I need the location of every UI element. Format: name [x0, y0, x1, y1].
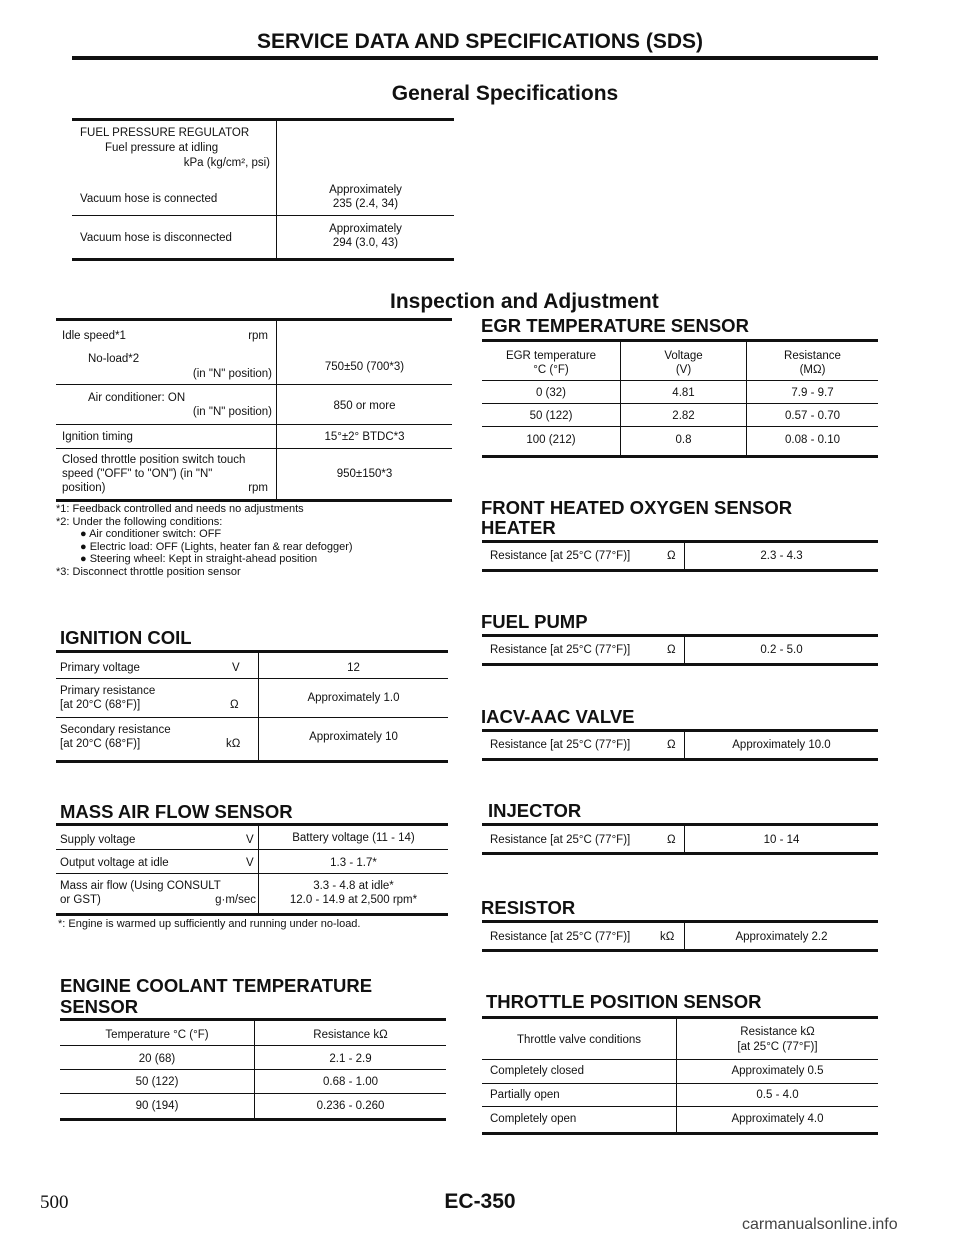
egr-header-resistance-unit: (MΩ) [799, 364, 826, 376]
ect-header-temp: Temperature °C (°F) [105, 1029, 209, 1041]
idle-speed-label: Idle speed*1 [62, 330, 126, 342]
ect-row-temp: 90 (194) [135, 1100, 179, 1112]
tps-row-resistance: Approximately 0.5 [731, 1065, 824, 1077]
fpr-row-label: Vacuum hose is disconnected [80, 232, 232, 244]
resistor-label: Resistance [at 25°C (77°F)] [490, 931, 631, 943]
ac-value: 850 or more [333, 400, 396, 412]
egr-row-temp: 50 (122) [529, 410, 573, 422]
supply-voltage-label: Supply voltage [60, 834, 136, 846]
primary-voltage-unit: V [232, 662, 240, 674]
resistor-title: RESISTOR [481, 897, 576, 918]
egr-header-resistance: Resistance [784, 350, 841, 362]
tps-row-condition: Completely closed [490, 1065, 584, 1077]
injector-title: INJECTOR [488, 800, 582, 821]
egr-row-resistance: 0.08 - 0.10 [785, 434, 840, 446]
mass-airflow-value: 3.3 - 4.8 at idle* [313, 880, 394, 892]
egr-row-resistance: 7.9 - 9.7 [791, 387, 834, 399]
ect-row-resistance: 0.68 - 1.00 [323, 1076, 378, 1088]
ac-position: (in "N" position) [192, 406, 272, 418]
noload-value: 750±50 (700*3) [324, 361, 405, 373]
egr-row-voltage: 0.8 [675, 434, 692, 446]
output-voltage-label: Output voltage at idle [60, 857, 169, 869]
fuel-pump-label: Resistance [at 25°C (77°F)] [490, 644, 631, 656]
ect-row-resistance: 2.1 - 2.9 [329, 1053, 372, 1065]
idle-notes [56, 503, 456, 578]
fpr-row-value: 235 (2.4, 34) [332, 198, 399, 210]
egr-row-resistance: 0.57 - 0.70 [785, 410, 840, 422]
section-page-code: EC-350 [444, 1190, 516, 1213]
note-line: *2: Under the following conditions: [56, 515, 223, 528]
tps-title: THROTTLE POSITION SENSOR [486, 991, 762, 1012]
maf-title: MASS AIR FLOW SENSOR [60, 801, 293, 822]
tps-row-condition: Completely open [490, 1113, 577, 1125]
tps-header-condition: Throttle valve conditions [516, 1034, 641, 1046]
note-line: *1: Feedback controlled and needs no adjustments [56, 503, 304, 515]
mass-airflow-label: or GST) [60, 894, 101, 906]
egr-header-voltage-unit: (V) [675, 364, 692, 376]
primary-resistance-temp: [at 20°C (68°F)] [60, 699, 141, 711]
maf-note: *: Engine is warmed up sufficiently and running under no-load. [58, 918, 361, 930]
egr-header-temp: EGR temperature [505, 350, 597, 362]
primary-resistance-value: Approximately 1.0 [307, 692, 400, 704]
ctp-value: 950±150*3 [336, 468, 393, 480]
tps-header-resistance: Resistance kΩ [740, 1026, 815, 1038]
mass-airflow-label: Mass air flow (Using CONSULT [60, 880, 221, 892]
fpr-sub2: kPa (kg/cm², psi) [183, 157, 270, 169]
watermark: carmanualsonline.info [742, 1216, 898, 1233]
supply-voltage-unit: V [246, 834, 254, 846]
ect-header-resistance: Resistance kΩ [313, 1029, 388, 1041]
ect-title: ENGINE COOLANT TEMPERATURE [60, 975, 373, 996]
iacv-unit: Ω [667, 739, 676, 751]
inspection-title: Inspection and Adjustment [390, 290, 659, 313]
output-voltage-unit: V [246, 857, 254, 869]
noload-label: No-load*2 [88, 353, 140, 365]
secondary-resistance-label: Secondary resistance [60, 724, 171, 736]
idle-speed-unit: rpm [248, 330, 268, 342]
ect-row-temp: 50 (122) [135, 1076, 179, 1088]
tps-row-condition: Partially open [490, 1089, 560, 1101]
ho2s-unit: Ω [667, 550, 676, 562]
general-spec-title: General Specifications [391, 82, 619, 105]
ignition-timing-value: 15°±2° BTDC*3 [324, 431, 405, 443]
secondary-resistance-temp: [at 20°C (68°F)] [60, 738, 141, 750]
ho2s-title-line2: HEATER [481, 517, 556, 538]
ctp-label: Closed throttle position switch touch [62, 454, 246, 466]
mass-airflow-unit: g·m/sec [215, 894, 256, 906]
note-line: ● Electric load: OFF (Lights, heater fan & rear defogger) [80, 540, 353, 553]
fpr-row-label: Vacuum hose is connected [80, 193, 218, 205]
secondary-resistance-value: Approximately 10 [309, 731, 398, 743]
header-rule [72, 56, 878, 60]
supply-voltage-value: Battery voltage (11 - 14) [292, 832, 415, 844]
ect-title-line2: SENSOR [60, 996, 139, 1017]
fpr-row-value: Approximately [329, 184, 402, 196]
ignition-timing-label: Ignition timing [62, 431, 133, 443]
tps-header-temp: [at 25°C (77°F)] [737, 1041, 818, 1053]
fpr-title: FUEL PRESSURE REGULATOR [80, 127, 250, 139]
page-number: 500 [40, 1192, 69, 1213]
note-line: ● Air conditioner switch: OFF [80, 528, 222, 540]
fuel-pump-value: 0.2 - 5.0 [760, 644, 803, 656]
iacv-label: Resistance [at 25°C (77°F)] [490, 739, 631, 751]
fpr-row-value: Approximately [329, 223, 402, 235]
secondary-resistance-unit: kΩ [226, 738, 241, 750]
note-line: *3: Disconnect throttle position sensor [56, 565, 241, 578]
egr-row-voltage: 4.81 [672, 387, 695, 399]
resistor-value: Approximately 2.2 [735, 931, 828, 943]
ctp-label: speed ("OFF" to "ON") (in "N" [62, 468, 213, 480]
egr-row-temp: 0 (32) [535, 387, 567, 399]
ignition-coil-title: IGNITION COIL [60, 627, 192, 648]
primary-resistance-label: Primary resistance [60, 685, 156, 697]
ho2s-value: 2.3 - 4.3 [760, 550, 803, 562]
primary-resistance-unit: Ω [230, 699, 239, 711]
tps-row-resistance: 0.5 - 4.0 [756, 1089, 799, 1101]
egr-row-temp: 100 (212) [526, 434, 576, 446]
primary-voltage-value: 12 [347, 662, 360, 674]
fpr-row-value: 294 (3.0, 43) [332, 237, 399, 249]
egr-row-voltage: 2.82 [672, 410, 695, 422]
ac-label: Air conditioner: ON [88, 392, 186, 404]
fuel-pump-unit: Ω [667, 644, 676, 656]
ctp-label: position) [62, 482, 106, 494]
mass-airflow-value: 12.0 - 14.9 at 2,500 rpm* [289, 894, 418, 906]
resistor-unit: kΩ [660, 931, 675, 943]
note-line: ● Steering wheel: Kept in straight-ahead position [80, 553, 318, 565]
iacv-value: Approximately 10.0 [732, 739, 831, 751]
fuel-pump-title: FUEL PUMP [481, 611, 588, 632]
iacv-title: IACV-AAC VALVE [481, 706, 635, 727]
egr-title: EGR TEMPERATURE SENSOR [481, 315, 749, 336]
ect-row-resistance: 0.236 - 0.260 [316, 1100, 385, 1112]
ctp-unit: rpm [248, 482, 268, 494]
injector-label: Resistance [at 25°C (77°F)] [490, 834, 631, 846]
output-voltage-value: 1.3 - 1.7* [330, 857, 377, 869]
ho2s-title: FRONT HEATED OXYGEN SENSOR [481, 497, 793, 518]
noload-position: (in "N" position) [192, 368, 272, 380]
fpr-sub1: Fuel pressure at idling [105, 142, 219, 154]
egr-header-temp-unit: °C (°F) [533, 364, 569, 376]
egr-header-voltage: Voltage [664, 350, 703, 362]
injector-unit: Ω [667, 834, 676, 846]
page-header-title: SERVICE DATA AND SPECIFICATIONS (SDS) [256, 30, 704, 53]
ho2s-label: Resistance [at 25°C (77°F)] [490, 550, 631, 562]
ect-row-temp: 20 (68) [138, 1053, 176, 1065]
primary-voltage-label: Primary voltage [60, 662, 140, 674]
injector-value: 10 - 14 [763, 834, 800, 846]
tps-row-resistance: Approximately 4.0 [731, 1113, 824, 1125]
